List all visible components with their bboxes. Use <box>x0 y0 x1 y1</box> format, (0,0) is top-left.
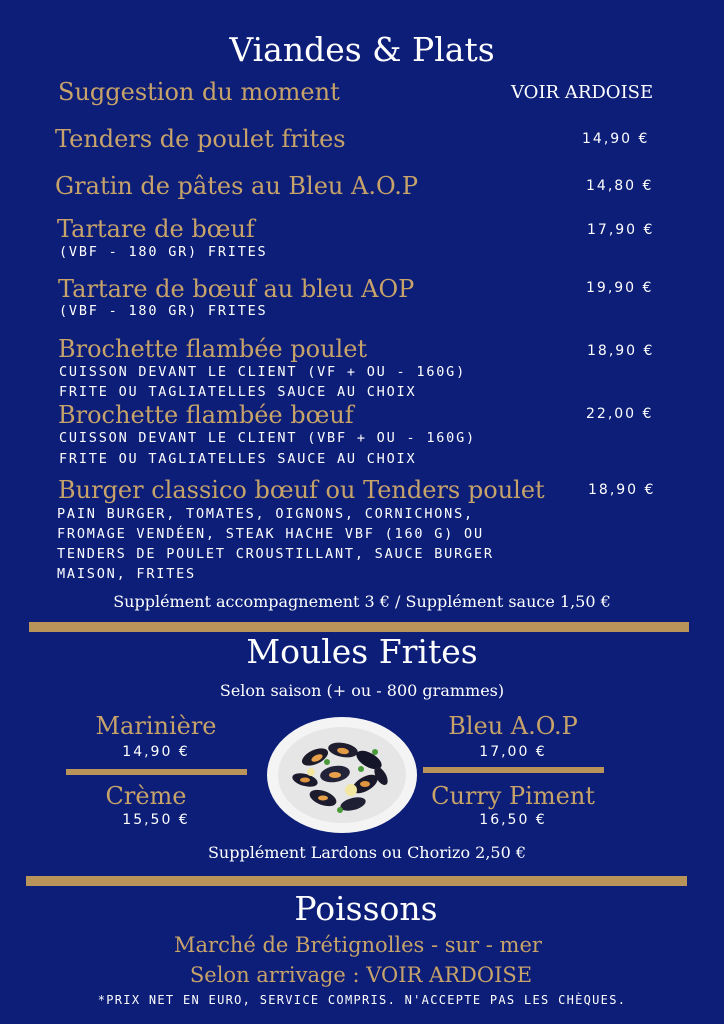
moules-item-price: 15,50 € <box>122 812 190 828</box>
menu-item-price: 19,90 € <box>586 280 654 296</box>
poissons-line: Selon arrivage : VOIR ARDOISE <box>189 963 533 987</box>
menu-item-name: Gratin de pâtes au Bleu A.O.P <box>55 172 419 200</box>
suggestion-price: VOIR ARDOISE <box>511 82 654 103</box>
menu-item-description: (VBF - 180 GR) FRITES <box>59 303 268 319</box>
moules-subtitle: Selon saison (+ ou - 800 grammes) <box>219 681 505 700</box>
menu-item-price: 18,90 € <box>588 482 656 498</box>
menu-item-name: Tartare de bœuf <box>57 215 255 243</box>
menu-item-description: MAISON, FRITES <box>57 566 196 582</box>
moules-item-price: 16,50 € <box>479 812 547 828</box>
menu-item-description: CUISSON DEVANT LE CLIENT (VF + OU - 160G) <box>59 364 467 380</box>
moules-item-name: Marinière <box>95 712 217 740</box>
menu-item-name: Brochette flambée poulet <box>58 335 368 363</box>
section-divider <box>26 876 687 886</box>
suggestion-label: Suggestion du moment <box>58 78 340 106</box>
poissons-line: Marché de Brétignolles - sur - mer <box>174 933 542 957</box>
section-title-poissons: Poissons <box>294 889 438 928</box>
moules-item-name: Bleu A.O.P <box>448 712 578 740</box>
menu-item-description: CUISSON DEVANT LE CLIENT (VBF + OU - 160G) <box>59 430 476 446</box>
menu-item-price: 14,90 € <box>582 131 650 147</box>
moules-item-name: Crème <box>105 782 187 810</box>
menu-item-price: 14,80 € <box>586 178 654 194</box>
section-title-viandes: Viandes & Plats <box>229 30 495 69</box>
menu-item-description: (VBF - 180 GR) FRITES <box>59 244 268 260</box>
menu-item-description: FRITE OU TAGLIATELLES SAUCE AU CHOIX <box>59 384 417 400</box>
menu-item-name: Burger classico bœuf ou Tenders poulet <box>58 476 545 504</box>
menu-item-name: Tartare de bœuf au bleu AOP <box>58 275 415 303</box>
section-title-moules: Moules Frites <box>246 632 478 671</box>
mussels-plate-image <box>265 712 420 837</box>
menu-item-price: 17,90 € <box>587 222 655 238</box>
moules-supplement-note: Supplément Lardons ou Chorizo 2,50 € <box>207 843 527 862</box>
footer-note: *PRIX NET EN EURO, SERVICE COMPRIS. N'ACCEPTE PAS LES CHÈQUES. <box>97 993 627 1007</box>
menu-item-name: Brochette flambée bœuf <box>58 401 354 429</box>
menu-item-description: TENDERS DE POULET CROUSTILLANT, SAUCE BURGER <box>57 546 494 562</box>
section-divider <box>29 622 689 632</box>
supplement-note: Supplément accompagnement 3 € / Supplément sauce 1,50 € <box>113 592 611 611</box>
moules-divider <box>423 767 604 773</box>
menu-item-description: FRITE OU TAGLIATELLES SAUCE AU CHOIX <box>59 451 417 467</box>
moules-item-price: 17,00 € <box>479 744 547 760</box>
moules-item-name: Curry Piment <box>431 782 595 810</box>
menu-item-price: 18,90 € <box>587 343 655 359</box>
menu-item-description: FROMAGE VENDÉEN, STEAK HACHE VBF (160 G) OU <box>57 526 484 542</box>
menu-item-name: Tenders de poulet frites <box>55 125 346 153</box>
menu-item-price: 22,00 € <box>586 406 654 422</box>
moules-divider <box>66 769 247 775</box>
moules-item-price: 14,90 € <box>122 744 190 760</box>
menu-item-description: PAIN BURGER, TOMATES, OIGNONS, CORNICHONS, <box>57 506 474 522</box>
